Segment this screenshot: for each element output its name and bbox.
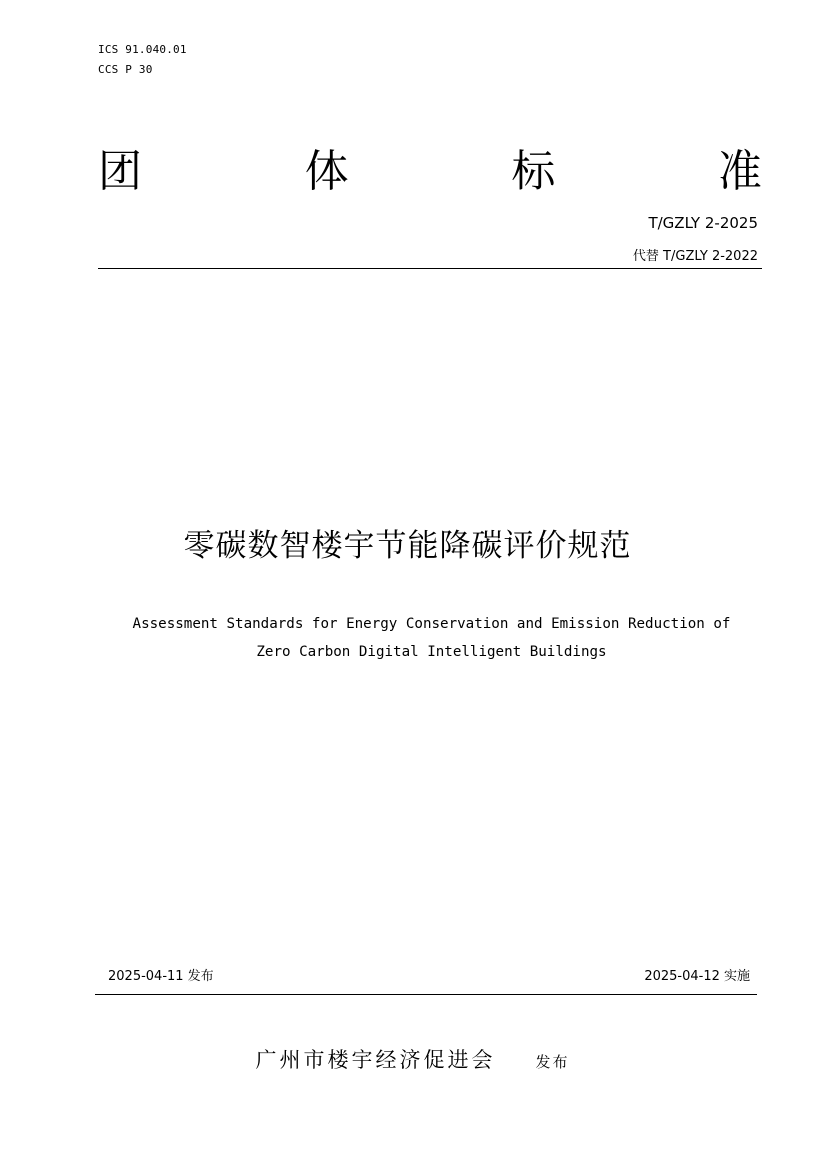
footer-divider <box>95 994 757 995</box>
ics-code: ICS 91.040.01 <box>98 43 187 56</box>
publisher-action: 发布 <box>535 1053 570 1071</box>
standard-type-char: 体 <box>304 146 349 197</box>
title-english-line: Assessment Standards for Energy Conservation and Emission Reduction of <box>132 616 731 632</box>
standard-type-heading <box>98 140 762 204</box>
issue-date: 2025-04-11 发布 <box>108 969 214 984</box>
standard-type-char: 准 <box>717 146 762 197</box>
standard-type-char: 团 <box>98 146 142 197</box>
header-divider <box>98 268 762 269</box>
implementation-date: 2025-04-12 实施 <box>644 969 750 984</box>
title-english <box>60 610 803 666</box>
title-chinese: 零碳数智楼宇节能降碳评价规范 <box>183 528 632 564</box>
standard-type-char: 标 <box>511 146 556 197</box>
publisher-line <box>0 1044 815 1074</box>
publisher-organization: 广州市楼宇经济促进会 <box>255 1048 496 1072</box>
ccs-code: CCS P 30 <box>98 63 153 76</box>
replaces-standard: 代替 T/GZLY 2-2022 <box>632 249 758 264</box>
title-english-line: Zero Carbon Digital Intelligent Buildings <box>256 644 607 660</box>
standard-number: T/GZLY 2-2025 <box>648 214 758 232</box>
